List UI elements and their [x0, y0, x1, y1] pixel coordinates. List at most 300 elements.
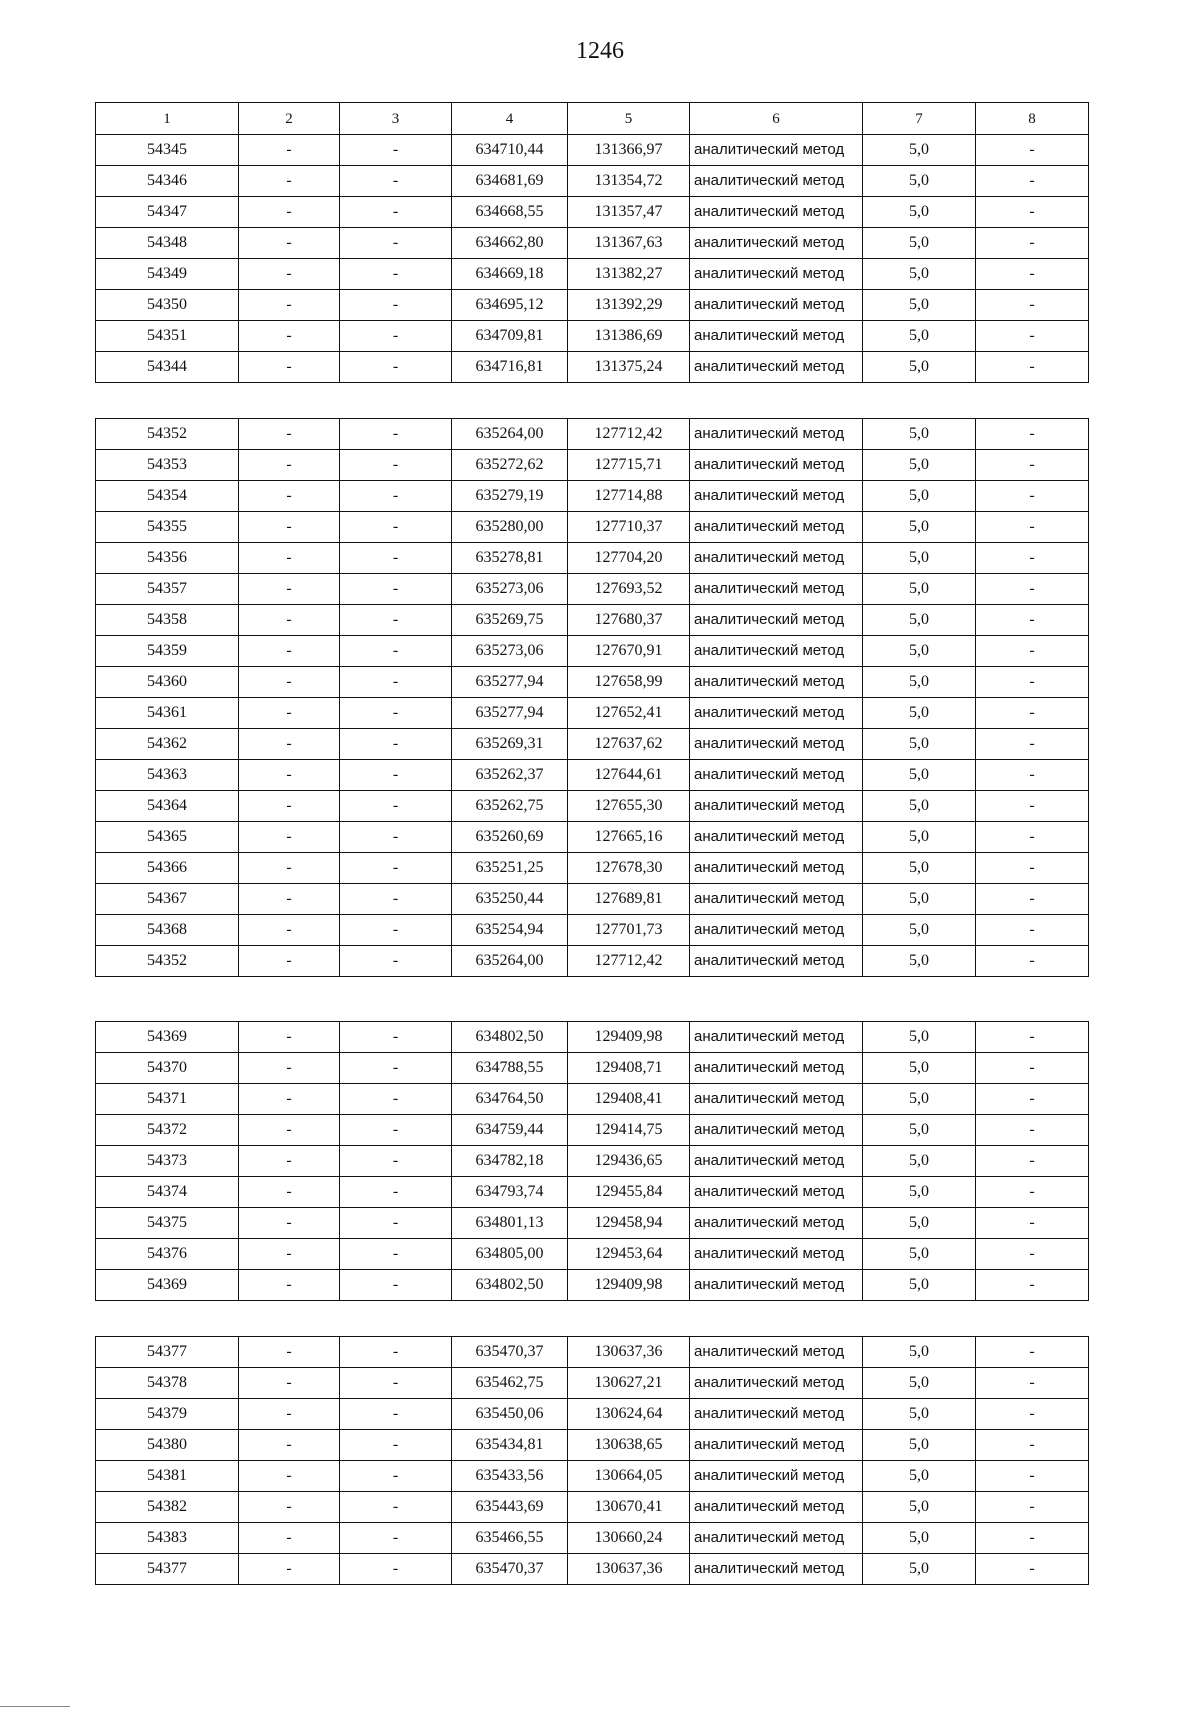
col8-value-cell: - [976, 1368, 1089, 1399]
method-cell: аналитический метод [690, 450, 863, 481]
col3-value-cell: - [340, 822, 452, 853]
coord-x-cell: 634759,44 [452, 1115, 568, 1146]
coord-x-cell: 635433,56 [452, 1461, 568, 1492]
coord-y-cell: 127701,73 [568, 915, 690, 946]
point-number-cell: 54352 [96, 946, 239, 977]
col2-value-cell: - [239, 760, 340, 791]
coord-x-cell: 635462,75 [452, 1368, 568, 1399]
point-number-cell: 54349 [96, 259, 239, 290]
point-number-cell: 54368 [96, 915, 239, 946]
point-number-cell: 54352 [96, 419, 239, 450]
col3-value-cell: - [340, 636, 452, 667]
table-row [96, 574, 1089, 605]
coord-y-cell: 127712,42 [568, 946, 690, 977]
col2-value-cell: - [239, 636, 340, 667]
coord-y-cell: 130638,65 [568, 1430, 690, 1461]
col8-value-cell: - [976, 1177, 1089, 1208]
point-number-cell: 54353 [96, 450, 239, 481]
column-header-2: 2 [239, 103, 340, 135]
table-row [96, 698, 1089, 729]
point-number-cell: 54373 [96, 1146, 239, 1177]
col2-value-cell: - [239, 1053, 340, 1084]
col2-value-cell: - [239, 1239, 340, 1270]
col3-value-cell: - [340, 1177, 452, 1208]
coord-x-cell: 634801,13 [452, 1208, 568, 1239]
col8-value-cell: - [976, 1053, 1089, 1084]
accuracy-cell: 5,0 [863, 667, 976, 698]
col3-value-cell: - [340, 290, 452, 321]
col3-value-cell: - [340, 729, 452, 760]
coord-x-cell: 635264,00 [452, 419, 568, 450]
column-header-5: 5 [568, 103, 690, 135]
coord-x-cell: 635272,62 [452, 450, 568, 481]
table-row [96, 1430, 1089, 1461]
col8-value-cell: - [976, 352, 1089, 383]
coord-x-cell: 634710,44 [452, 135, 568, 166]
table-row [96, 1492, 1089, 1523]
table-row [96, 1053, 1089, 1084]
table-row [96, 1208, 1089, 1239]
point-number-cell: 54380 [96, 1430, 239, 1461]
point-number-cell: 54378 [96, 1368, 239, 1399]
coord-y-cell: 127704,20 [568, 543, 690, 574]
table-row [96, 760, 1089, 791]
accuracy-cell: 5,0 [863, 1430, 976, 1461]
method-cell: аналитический метод [690, 1208, 863, 1239]
coord-x-cell: 635279,19 [452, 481, 568, 512]
table-row [96, 228, 1089, 259]
coord-x-cell: 634793,74 [452, 1177, 568, 1208]
table-row [96, 915, 1089, 946]
table-row [96, 1554, 1089, 1585]
table-row [96, 1084, 1089, 1115]
scan-edge-line [0, 1706, 70, 1707]
coord-y-cell: 130627,21 [568, 1368, 690, 1399]
method-cell: аналитический метод [690, 321, 863, 352]
method-cell: аналитический метод [690, 481, 863, 512]
accuracy-cell: 5,0 [863, 512, 976, 543]
col2-value-cell: - [239, 1523, 340, 1554]
method-cell: аналитический метод [690, 197, 863, 228]
coord-x-cell: 634802,50 [452, 1270, 568, 1301]
method-cell: аналитический метод [690, 1554, 863, 1585]
table-row [96, 290, 1089, 321]
table-row [96, 321, 1089, 352]
method-cell: аналитический метод [690, 698, 863, 729]
column-header-7: 7 [863, 103, 976, 135]
method-cell: аналитический метод [690, 636, 863, 667]
col8-value-cell: - [976, 1554, 1089, 1585]
col2-value-cell: - [239, 352, 340, 383]
point-number-cell: 54377 [96, 1337, 239, 1368]
coord-x-cell: 635450,06 [452, 1399, 568, 1430]
method-cell: аналитический метод [690, 1461, 863, 1492]
method-cell: аналитический метод [690, 1146, 863, 1177]
point-number-cell: 54376 [96, 1239, 239, 1270]
col8-value-cell: - [976, 481, 1089, 512]
method-cell: аналитический метод [690, 1270, 863, 1301]
accuracy-cell: 5,0 [863, 1239, 976, 1270]
coord-y-cell: 129458,94 [568, 1208, 690, 1239]
accuracy-cell: 5,0 [863, 419, 976, 450]
method-cell: аналитический метод [690, 1492, 863, 1523]
method-cell: аналитический метод [690, 419, 863, 450]
point-number-cell: 54361 [96, 698, 239, 729]
method-cell: аналитический метод [690, 1177, 863, 1208]
col3-value-cell: - [340, 667, 452, 698]
col2-value-cell: - [239, 915, 340, 946]
col8-value-cell: - [976, 1084, 1089, 1115]
col8-value-cell: - [976, 197, 1089, 228]
col3-value-cell: - [340, 1430, 452, 1461]
col3-value-cell: - [340, 481, 452, 512]
coord-y-cell: 130637,36 [568, 1337, 690, 1368]
coordinates-table-1 [95, 102, 1089, 383]
accuracy-cell: 5,0 [863, 853, 976, 884]
column-header-6: 6 [690, 103, 863, 135]
col3-value-cell: - [340, 543, 452, 574]
table-row [96, 419, 1089, 450]
col3-value-cell: - [340, 1399, 452, 1430]
table-row [96, 605, 1089, 636]
col8-value-cell: - [976, 698, 1089, 729]
accuracy-cell: 5,0 [863, 1461, 976, 1492]
col8-value-cell: - [976, 667, 1089, 698]
method-cell: аналитический метод [690, 884, 863, 915]
col8-value-cell: - [976, 884, 1089, 915]
col2-value-cell: - [239, 884, 340, 915]
accuracy-cell: 5,0 [863, 1177, 976, 1208]
point-number-cell: 54383 [96, 1523, 239, 1554]
point-number-cell: 54367 [96, 884, 239, 915]
coord-y-cell: 129408,71 [568, 1053, 690, 1084]
col8-value-cell: - [976, 1461, 1089, 1492]
col8-value-cell: - [976, 574, 1089, 605]
col2-value-cell: - [239, 822, 340, 853]
coord-x-cell: 635277,94 [452, 698, 568, 729]
method-cell: аналитический метод [690, 667, 863, 698]
method-cell: аналитический метод [690, 259, 863, 290]
coord-y-cell: 127655,30 [568, 791, 690, 822]
accuracy-cell: 5,0 [863, 822, 976, 853]
coord-y-cell: 127637,62 [568, 729, 690, 760]
coord-x-cell: 635262,75 [452, 791, 568, 822]
point-number-cell: 54371 [96, 1084, 239, 1115]
table-row [96, 1022, 1089, 1053]
col2-value-cell: - [239, 946, 340, 977]
table-row [96, 1461, 1089, 1492]
table-row [96, 884, 1089, 915]
col2-value-cell: - [239, 698, 340, 729]
column-header-3: 3 [340, 103, 452, 135]
coord-x-cell: 634782,18 [452, 1146, 568, 1177]
col8-value-cell: - [976, 321, 1089, 352]
method-cell: аналитический метод [690, 1368, 863, 1399]
table-row [96, 1239, 1089, 1270]
col8-value-cell: - [976, 1399, 1089, 1430]
coord-x-cell: 635273,06 [452, 636, 568, 667]
col2-value-cell: - [239, 1554, 340, 1585]
coord-y-cell: 129408,41 [568, 1084, 690, 1115]
point-number-cell: 54363 [96, 760, 239, 791]
method-cell: аналитический метод [690, 1239, 863, 1270]
coord-x-cell: 635269,75 [452, 605, 568, 636]
accuracy-cell: 5,0 [863, 915, 976, 946]
col3-value-cell: - [340, 1053, 452, 1084]
table-row [96, 822, 1089, 853]
coord-x-cell: 635264,00 [452, 946, 568, 977]
col8-value-cell: - [976, 1523, 1089, 1554]
coord-x-cell: 634805,00 [452, 1239, 568, 1270]
coord-y-cell: 131354,72 [568, 166, 690, 197]
col8-value-cell: - [976, 1430, 1089, 1461]
table-row [96, 791, 1089, 822]
point-number-cell: 54354 [96, 481, 239, 512]
col3-value-cell: - [340, 166, 452, 197]
table-row [96, 481, 1089, 512]
coord-x-cell: 635269,31 [452, 729, 568, 760]
coord-x-cell: 635443,69 [452, 1492, 568, 1523]
col3-value-cell: - [340, 1146, 452, 1177]
coord-x-cell: 634662,80 [452, 228, 568, 259]
method-cell: аналитический метод [690, 1337, 863, 1368]
col8-value-cell: - [976, 135, 1089, 166]
accuracy-cell: 5,0 [863, 450, 976, 481]
coord-y-cell: 130624,64 [568, 1399, 690, 1430]
col2-value-cell: - [239, 574, 340, 605]
col3-value-cell: - [340, 915, 452, 946]
accuracy-cell: 5,0 [863, 1084, 976, 1115]
method-cell: аналитический метод [690, 1523, 863, 1554]
method-cell: аналитический метод [690, 946, 863, 977]
method-cell: аналитический метод [690, 574, 863, 605]
coord-x-cell: 634681,69 [452, 166, 568, 197]
table-row [96, 946, 1089, 977]
coord-y-cell: 131382,27 [568, 259, 690, 290]
point-number-cell: 54357 [96, 574, 239, 605]
col8-value-cell: - [976, 791, 1089, 822]
accuracy-cell: 5,0 [863, 1270, 976, 1301]
accuracy-cell: 5,0 [863, 574, 976, 605]
method-cell: аналитический метод [690, 760, 863, 791]
coord-y-cell: 127665,16 [568, 822, 690, 853]
table-header-row [96, 103, 1089, 135]
col3-value-cell: - [340, 1368, 452, 1399]
col2-value-cell: - [239, 450, 340, 481]
accuracy-cell: 5,0 [863, 760, 976, 791]
method-cell: аналитический метод [690, 290, 863, 321]
col3-value-cell: - [340, 352, 452, 383]
coordinates-table-3 [95, 1021, 1089, 1301]
method-cell: аналитический метод [690, 135, 863, 166]
point-number-cell: 54372 [96, 1115, 239, 1146]
point-number-cell: 54351 [96, 321, 239, 352]
point-number-cell: 54358 [96, 605, 239, 636]
coord-x-cell: 634669,18 [452, 259, 568, 290]
col2-value-cell: - [239, 228, 340, 259]
col8-value-cell: - [976, 636, 1089, 667]
method-cell: аналитический метод [690, 228, 863, 259]
method-cell: аналитический метод [690, 791, 863, 822]
coordinates-table-2 [95, 418, 1089, 977]
coord-x-cell: 634695,12 [452, 290, 568, 321]
col3-value-cell: - [340, 791, 452, 822]
point-number-cell: 54362 [96, 729, 239, 760]
col2-value-cell: - [239, 1337, 340, 1368]
col8-value-cell: - [976, 228, 1089, 259]
coord-y-cell: 127689,81 [568, 884, 690, 915]
table-row [96, 450, 1089, 481]
table-row [96, 1399, 1089, 1430]
method-cell: аналитический метод [690, 352, 863, 383]
col3-value-cell: - [340, 1337, 452, 1368]
point-number-cell: 54350 [96, 290, 239, 321]
col8-value-cell: - [976, 853, 1089, 884]
point-number-cell: 54355 [96, 512, 239, 543]
col2-value-cell: - [239, 290, 340, 321]
col3-value-cell: - [340, 760, 452, 791]
coord-y-cell: 130664,05 [568, 1461, 690, 1492]
col8-value-cell: - [976, 419, 1089, 450]
col2-value-cell: - [239, 1461, 340, 1492]
coord-x-cell: 635277,94 [452, 667, 568, 698]
coord-y-cell: 127693,52 [568, 574, 690, 605]
coord-x-cell: 634788,55 [452, 1053, 568, 1084]
col2-value-cell: - [239, 1368, 340, 1399]
coord-x-cell: 634764,50 [452, 1084, 568, 1115]
col3-value-cell: - [340, 1461, 452, 1492]
coord-y-cell: 127678,30 [568, 853, 690, 884]
coord-y-cell: 131366,97 [568, 135, 690, 166]
col2-value-cell: - [239, 1177, 340, 1208]
accuracy-cell: 5,0 [863, 197, 976, 228]
page-number: 1246 [576, 38, 624, 64]
coord-y-cell: 131386,69 [568, 321, 690, 352]
coord-y-cell: 127658,99 [568, 667, 690, 698]
coord-y-cell: 129453,64 [568, 1239, 690, 1270]
point-number-cell: 54347 [96, 197, 239, 228]
col8-value-cell: - [976, 729, 1089, 760]
table-row [96, 1368, 1089, 1399]
col3-value-cell: - [340, 1492, 452, 1523]
method-cell: аналитический метод [690, 543, 863, 574]
col8-value-cell: - [976, 1239, 1089, 1270]
col8-value-cell: - [976, 1270, 1089, 1301]
accuracy-cell: 5,0 [863, 135, 976, 166]
coord-y-cell: 131357,47 [568, 197, 690, 228]
col3-value-cell: - [340, 1523, 452, 1554]
coordinates-table-4 [95, 1336, 1089, 1585]
coord-x-cell: 635470,37 [452, 1554, 568, 1585]
col3-value-cell: - [340, 321, 452, 352]
table-row [96, 197, 1089, 228]
coord-x-cell: 634802,50 [452, 1022, 568, 1053]
column-header-8: 8 [976, 103, 1089, 135]
coord-y-cell: 127712,42 [568, 419, 690, 450]
col2-value-cell: - [239, 605, 340, 636]
point-number-cell: 54364 [96, 791, 239, 822]
col3-value-cell: - [340, 574, 452, 605]
col3-value-cell: - [340, 512, 452, 543]
accuracy-cell: 5,0 [863, 636, 976, 667]
col8-value-cell: - [976, 259, 1089, 290]
method-cell: аналитический метод [690, 605, 863, 636]
coord-y-cell: 130670,41 [568, 1492, 690, 1523]
table-row [96, 1270, 1089, 1301]
point-number-cell: 54348 [96, 228, 239, 259]
accuracy-cell: 5,0 [863, 166, 976, 197]
col3-value-cell: - [340, 605, 452, 636]
col8-value-cell: - [976, 946, 1089, 977]
coord-y-cell: 127714,88 [568, 481, 690, 512]
accuracy-cell: 5,0 [863, 1053, 976, 1084]
method-cell: аналитический метод [690, 1022, 863, 1053]
col2-value-cell: - [239, 1146, 340, 1177]
point-number-cell: 54379 [96, 1399, 239, 1430]
point-number-cell: 54382 [96, 1492, 239, 1523]
col8-value-cell: - [976, 915, 1089, 946]
point-number-cell: 54344 [96, 352, 239, 383]
table-row [96, 259, 1089, 290]
coord-y-cell: 127680,37 [568, 605, 690, 636]
method-cell: аналитический метод [690, 1115, 863, 1146]
col8-value-cell: - [976, 1492, 1089, 1523]
col2-value-cell: - [239, 197, 340, 228]
point-number-cell: 54346 [96, 166, 239, 197]
col2-value-cell: - [239, 543, 340, 574]
coord-x-cell: 635250,44 [452, 884, 568, 915]
table-row [96, 1337, 1089, 1368]
col2-value-cell: - [239, 1022, 340, 1053]
table-row [96, 667, 1089, 698]
method-cell: аналитический метод [690, 1084, 863, 1115]
coord-y-cell: 129436,65 [568, 1146, 690, 1177]
accuracy-cell: 5,0 [863, 321, 976, 352]
coord-x-cell: 634709,81 [452, 321, 568, 352]
col3-value-cell: - [340, 1208, 452, 1239]
col3-value-cell: - [340, 884, 452, 915]
point-number-cell: 54381 [96, 1461, 239, 1492]
col2-value-cell: - [239, 481, 340, 512]
accuracy-cell: 5,0 [863, 543, 976, 574]
method-cell: аналитический метод [690, 853, 863, 884]
accuracy-cell: 5,0 [863, 791, 976, 822]
table-row [96, 1146, 1089, 1177]
coord-y-cell: 129414,75 [568, 1115, 690, 1146]
col3-value-cell: - [340, 853, 452, 884]
accuracy-cell: 5,0 [863, 1399, 976, 1430]
coord-y-cell: 129409,98 [568, 1022, 690, 1053]
col3-value-cell: - [340, 1115, 452, 1146]
accuracy-cell: 5,0 [863, 884, 976, 915]
point-number-cell: 54365 [96, 822, 239, 853]
col2-value-cell: - [239, 1270, 340, 1301]
col2-value-cell: - [239, 853, 340, 884]
coord-y-cell: 131392,29 [568, 290, 690, 321]
col8-value-cell: - [976, 290, 1089, 321]
accuracy-cell: 5,0 [863, 228, 976, 259]
point-number-cell: 54377 [96, 1554, 239, 1585]
col2-value-cell: - [239, 321, 340, 352]
col2-value-cell: - [239, 1115, 340, 1146]
table-row [96, 1523, 1089, 1554]
col2-value-cell: - [239, 259, 340, 290]
column-header-1: 1 [96, 103, 239, 135]
point-number-cell: 54360 [96, 667, 239, 698]
table-row [96, 1177, 1089, 1208]
coord-y-cell: 130637,36 [568, 1554, 690, 1585]
col2-value-cell: - [239, 791, 340, 822]
